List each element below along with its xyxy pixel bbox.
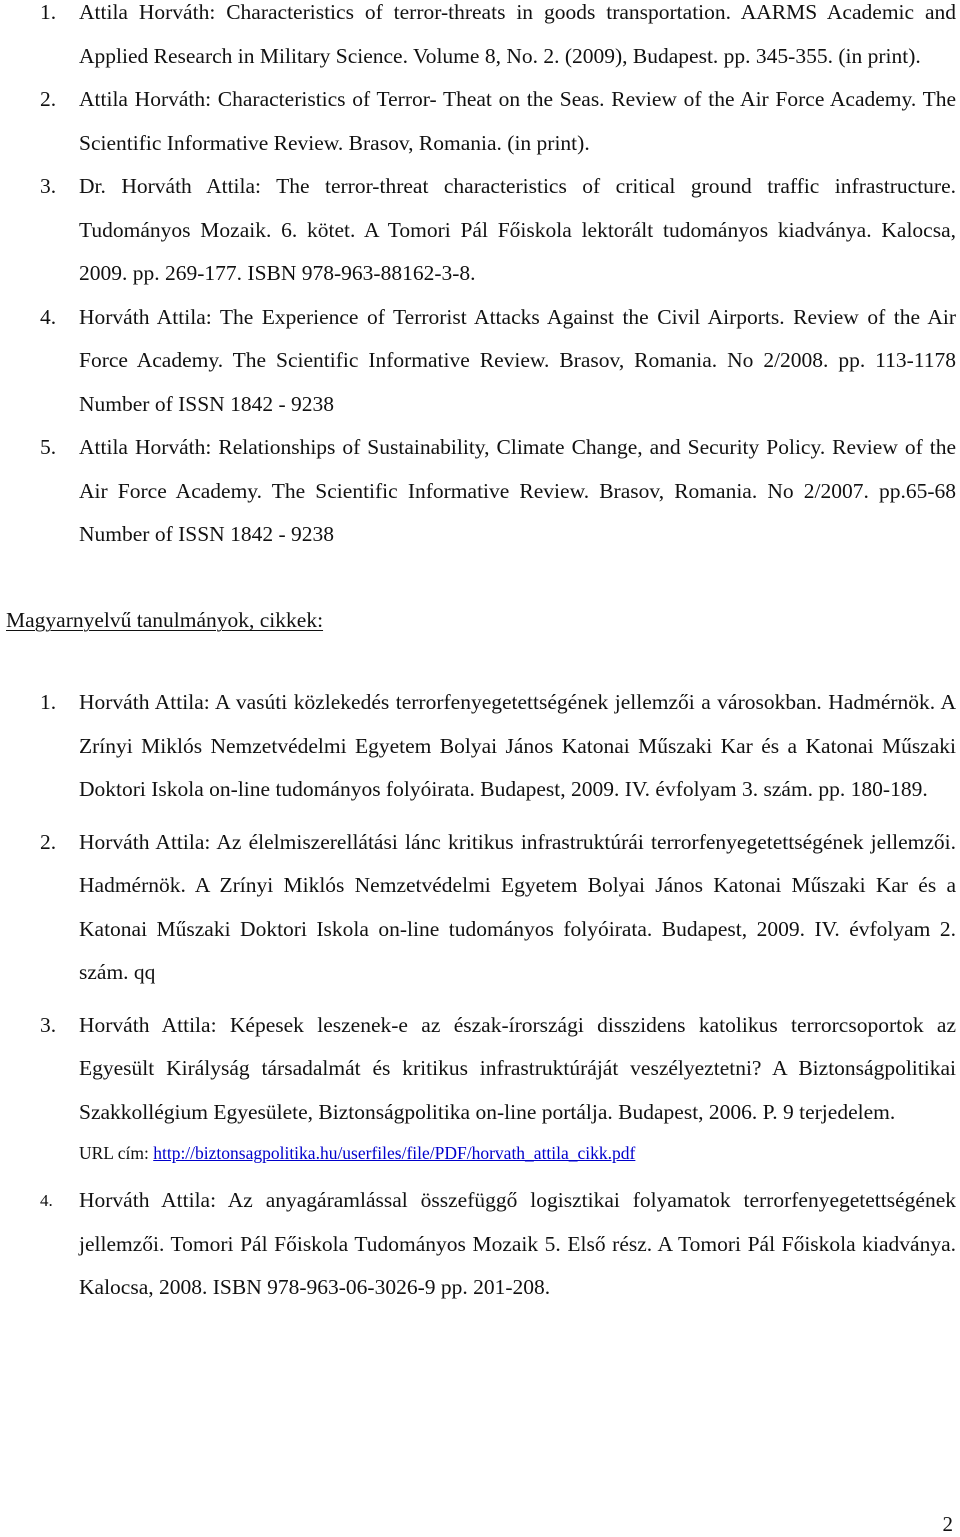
item-text: Horváth Attila: Képesek leszenek-e az észak-írországi disszidens katolikus terrorcsoportok az Egyesült Királyság társadalmát és kritikus infrastruktúráját veszélyeztetni? A Biztonságpolitikai Szakkollégium Egyesülete, Biztonságpolitika on-line portálja. Budapest, 2006. P. 9 terjedelem. <box>79 1012 956 1124</box>
list-item <box>0 1179 960 1310</box>
item-number: 2. <box>40 829 57 854</box>
item-number: 4. <box>40 1191 53 1210</box>
page-number: 2 <box>942 1512 953 1536</box>
item-text: Horváth Attila: Az élelmiszerellátási lánc kritikus infrastruktúrái terrorfenyegetettségének jellemzői. Hadmérnök. A Zrínyi Miklós Nemzetvédelmi Egyetem Bolyai János Katonai Műszaki Kar és a Katonai Műszaki Doktori Iskola on-line tudományos folyóirata. Budapest, 2009. IV. évfolyam 2. szám. qq <box>79 829 956 984</box>
item-text: Attila Horváth: Characteristics of Terror- Theat on the Seas. Review of the Air Force Academy. The Scientific Informative Review. Brasov, Romania. (in print). <box>79 87 956 155</box>
list-item <box>0 0 960 78</box>
list-item <box>0 821 960 995</box>
english-publications-list <box>0 0 960 557</box>
item-text: Dr. Horváth Attila: The terror-threat characteristics of critical ground traffic infrastructure. Tudományos Mozaik. 6. kötet. A Tomori Pál Főiskola lektorált tudományos kiadványa. Kalocsa, 2009. pp. 269-177. ISBN 978-963-88162-3-8. <box>79 174 956 285</box>
list-item <box>0 78 960 165</box>
url-line <box>79 1143 956 1163</box>
item-number: 1. <box>40 690 57 714</box>
item-text: Attila Horváth: Characteristics of terror-threats in goods transportation. AARMS Academic and Applied Research in Military Science. Volume 8, No. 2. (2009), Budapest. pp. 345-355. (in print). <box>79 0 956 68</box>
list-item <box>0 426 960 557</box>
item-text: Horváth Attila: The Experience of Terrorist Attacks Against the Civil Airports. Review of the Air Force Academy. The Scientific Informative Review. Brasov, Romania. No 2/2008. pp. 113-1178 Number of ISSN 1842 - 9238 <box>79 304 956 416</box>
item-text: Horváth Attila: A vasúti közlekedés terrorfenyegetettségének jellemzői a városokban. Hadmérnök. A Zrínyi Miklós Nemzetvédelmi Egyetem Bolyai János Katonai Műszaki Kar és a Katonai Műszaki Doktori Iskola on-line tudományos folyóirata. Budapest, 2009. IV. évfolyam 3. szám. pp. 180-189. <box>79 690 956 801</box>
item-number: 4. <box>40 304 57 329</box>
section-heading: Magyarnyelvű tanulmányok, cikkek: <box>6 608 324 632</box>
article-url-link[interactable]: http://biztonsagpolitika.hu/userfiles/file/PDF/horvath_attila_cikk.pdf <box>153 1143 636 1163</box>
item-number: 2. <box>40 87 57 111</box>
item-number: 1. <box>40 0 57 24</box>
hungarian-publications-list <box>0 681 960 1319</box>
list-item <box>0 296 960 427</box>
list-item <box>0 165 960 296</box>
item-number: 3. <box>40 174 57 198</box>
item-text: Attila Horváth: Relationships of Sustainability, Climate Change, and Security Policy. Review of the Air Force Academy. The Scientific Informative Review. Brasov, Romania. No 2/2007. pp.65-68 Number of ISSN 1842 - 9238 <box>79 435 956 546</box>
item-text: Horváth Attila: Az anyagáramlással összefüggő logisztikai folyamatok terrorfenyegetettségének jellemzői. Tomori Pál Főiskola Tudományos Mozaik 5. Első rész. A Tomori Pál Főiskola kiadványa. Kalocsa, 2008. ISBN 978-963-06-3026-9 pp. 201-208. <box>79 1188 956 1299</box>
item-number: 3. <box>40 1012 57 1037</box>
list-item <box>0 681 960 812</box>
url-label: URL cím: <box>79 1143 149 1163</box>
item-number: 5. <box>40 435 57 459</box>
list-item <box>0 1004 960 1164</box>
